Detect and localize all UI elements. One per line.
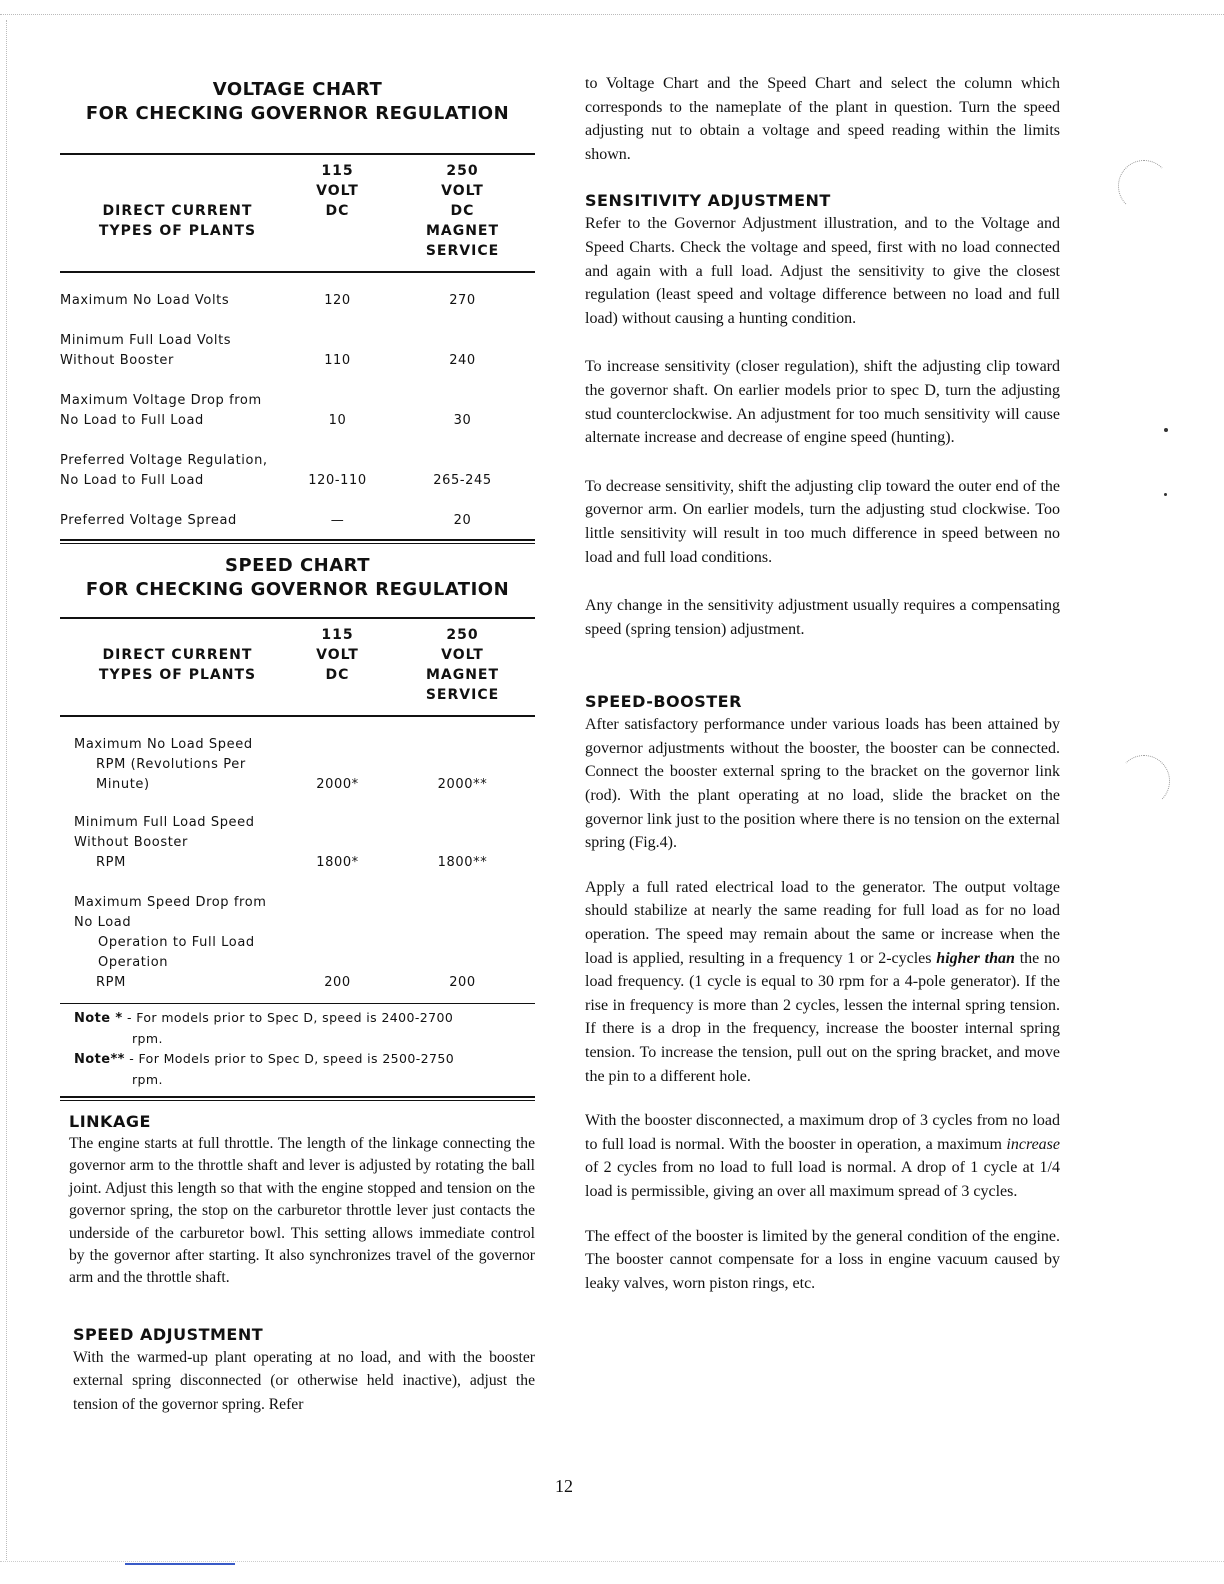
sensitivity-paragraph: Refer to the Governor Adjustment illustration, and to the Voltage and Speed Charts. Check the voltage and speed, first with no load connected and again with a full load. Adjust the sensitivity to give the closest regulation (least speed and voltage difference between no load and full load) without causing a hunting condition. — [585, 215, 1060, 327]
table-row: Maximum No Load Volts 120 270 — [60, 293, 476, 308]
table-rule — [60, 1100, 535, 1101]
speed-adjustment-section — [60, 1324, 535, 1417]
note-item: Note** - For Models prior to Spec D, speed is 2500-2750 — [74, 1051, 455, 1067]
table-row: Maximum Voltage Drop from No Load to Full Load 10 30 — [60, 393, 472, 428]
sensitivity-paragraph: To increase sensitivity (closer regulation), shift the adjusting clip toward the governor shaft. On earlier models prior to spec D, turn the adjusting stud counterclockwise. An adjustment for too much sensitivity will cause alternate increase and decrease of engine speed (hunting). — [585, 358, 1060, 447]
left-column — [60, 78, 535, 1417]
note-item: Note * - For models prior to Spec D, speed is 2400-2700 — [74, 1010, 454, 1026]
header-types-of-plants: DIRECT CURRENT TYPES OF PLANTS — [98, 647, 257, 683]
sensitivity-section — [585, 190, 1060, 641]
voltage-chart — [60, 78, 535, 544]
scan-speck — [1164, 493, 1167, 496]
speed-chart-title: SPEED CHART FOR CHECKING GOVERNOR REGULATION — [85, 555, 510, 600]
booster-paragraph: After satisfactory performance under various loads has been attained by governor adjustments without the booster, the booster can be connected. Connect the booster external spring to the bracket on the governor link (rod). With the plant operating at no load, slide the bracket on the governor link just to the position where there is no tension on the external spring (Fig.4). — [585, 716, 1060, 852]
speed-chart-body — [60, 717, 535, 993]
voltage-chart-header — [60, 155, 535, 267]
booster-paragraph: Apply a full rated electrical load to the generator. The output voltage should stabilize at nearly the same reading for full load as for no load operation. The speed may remain about the same or increase when the load is applied, resulting in a frequency 1 or 2-cycles higher than the no load frequency. (1 cycle is equal to 30 rpm for a 4-pole generator). If the rise in frequency is more than 2 cycles, lessen the internal spring tension. If there is a drop in the frequency, increase the booster internal spring tension. To increase the tension, pull out on the spring bracket, and move the pin to a different hole. — [585, 878, 1061, 1085]
table-rule — [60, 543, 535, 544]
linkage-heading: LINKAGE — [69, 1112, 151, 1131]
scan-edge-bottom — [0, 1561, 1224, 1562]
header-types-of-plants: DIRECT CURRENT TYPES OF PLANTS — [98, 203, 257, 239]
scan-speck — [1164, 428, 1168, 432]
table-row: Preferred Voltage Spread — 20 — [60, 513, 472, 528]
table-row: Maximum No Load Speed RPM (Revolutions Per Minute) 2000* 2000** — [74, 737, 488, 792]
table-row: Minimum Full Load Speed Without Booster RPM 1800* 1800** — [74, 815, 488, 870]
speed-adjustment-continued: to Voltage Chart and the Speed Chart and select the column which corresponds to the nameplate of the plant in question. Turn the speed adjusting nut to obtain a voltage and speed reading within the limits shown. — [585, 75, 1060, 163]
linkage-section — [60, 1111, 535, 1290]
header-250-volt-magnet: 250 VOLT DC MAGNET SERVICE — [425, 163, 500, 259]
voltage-chart-title: VOLTAGE CHART FOR CHECKING GOVERNOR REGULATION — [85, 79, 510, 124]
sensitivity-paragraph: Any change in the sensitivity adjustment usually requires a compensating speed (spring tension) adjustment. — [585, 597, 1060, 638]
speed-chart-header — [60, 619, 535, 711]
table-rule — [60, 1096, 535, 1098]
table-row: Minimum Full Load Volts Without Booster 110 240 — [60, 333, 476, 368]
linkage-text: The engine starts at full throttle. The length of the linkage connecting the governor arm to the throttle shaft and lever is adjusted by rotating the ball joint. Adjust this length so that with the engine stopped and tension on the governor spring, the stop on the carburetor throttle lever just contacts the underside of the carburetor bowl. This setting allows immediate control by the governor after starting. It also synchronizes travel of the governor arm and the throttle shaft. — [69, 1135, 535, 1287]
scan-hole-mark — [1118, 755, 1170, 807]
header-115-volt-dc: 115 VOLT DC — [316, 163, 359, 219]
speed-chart — [60, 554, 535, 1101]
booster-paragraph: With the booster disconnected, a maximum drop of 3 cycles from no load to full load is normal. With the booster in operation, a maximum increase of 2 cycles from no load to full load is normal. A drop of 1 cycle at 1/4 load is permissible, giving an over all maximum spread of 3 cycles. — [585, 1112, 1060, 1200]
voltage-chart-body — [60, 273, 535, 531]
scan-hole-mark — [1118, 160, 1170, 212]
scan-edge-left — [6, 20, 8, 1560]
page-number: 12 — [555, 1476, 573, 1496]
chart-notes: Note * - For models prior to Spec D, speed is 2400-2700 rpm. Note** - For Models prior to Spec D, speed is 2500-2750 rpm. — [60, 1008, 535, 1090]
sensitivity-paragraph: To decrease sensitivity, shift the adjusting clip toward the outer end of the governor arm. On earlier models, turn the adjusting stud clockwise. Too little sensitivity will result in too much difference in speed between no load and full load conditions. — [585, 477, 1060, 566]
table-row: Maximum Speed Drop from No Load Operation to Full Load Operation RPM 200 200 — [74, 895, 476, 990]
sensitivity-heading: SENSITIVITY ADJUSTMENT — [585, 191, 831, 211]
table-rule — [60, 539, 535, 541]
speed-adjustment-heading: SPEED ADJUSTMENT — [73, 1324, 264, 1344]
right-column — [585, 72, 1060, 1295]
speed-adjustment-text: With the warmed-up plant operating at no load, and with the booster external spring disconnected (or otherwise held inactive), adjust the tension of the governor spring. Refer — [73, 1348, 535, 1414]
table-rule — [60, 1003, 535, 1004]
table-row: Preferred Voltage Regulation, No Load to Full Load 120-110 265-245 — [60, 453, 492, 488]
header-115-volt-dc: 115 VOLT DC — [316, 627, 359, 683]
booster-paragraph: The effect of the booster is limited by the general condition of the engine. The booster cannot compensate for a loss in engine vacuum caused by leaky valves, worn piston rings, etc. — [585, 1227, 1060, 1292]
speed-booster-heading: SPEED-BOOSTER — [585, 692, 742, 712]
header-250-volt-magnet: 250 VOLT MAGNET SERVICE — [425, 627, 500, 703]
speed-booster-section — [585, 691, 1060, 1295]
scan-blue-mark — [125, 1563, 235, 1565]
scan-edge-top — [0, 14, 1224, 16]
